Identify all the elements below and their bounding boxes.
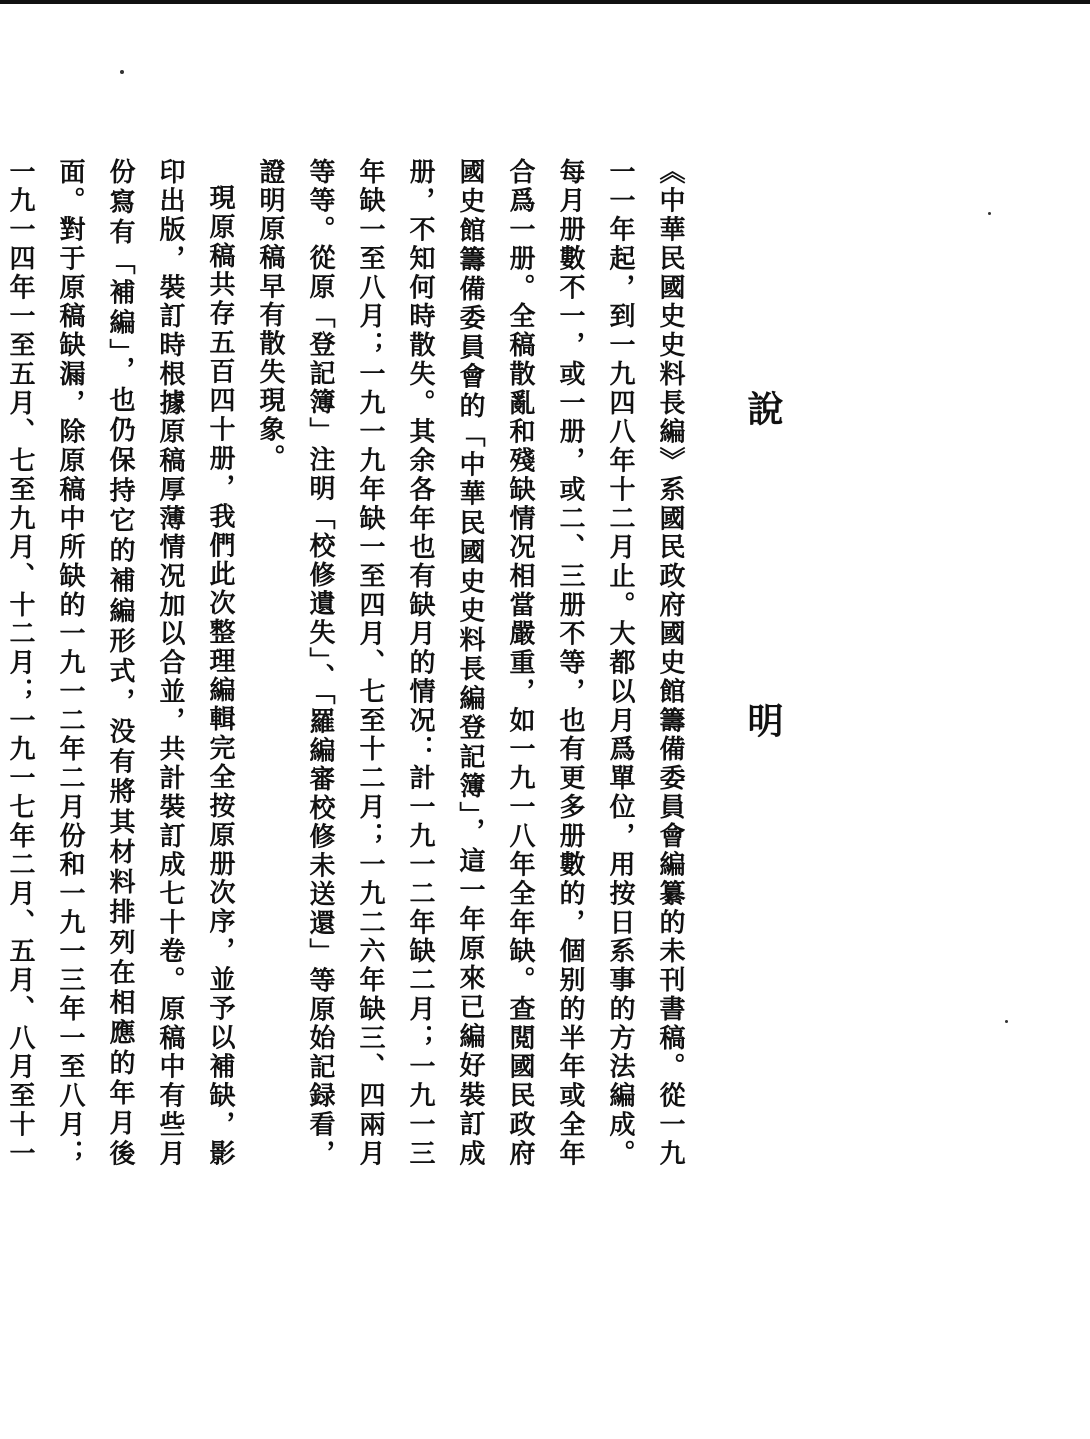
top-border-rule (0, 0, 1090, 4)
scan-speck (988, 212, 991, 215)
paragraph-editing-notes: 現原稿共存五百四十册，我們此次整理編輯完全按原册次序，並予以補缺，影印出版，裝訂時根據原稿厚薄情况加以合並，共計裝訂成七十卷。原稿中有些月份寫有「補編」，也仍保持它的補編形式，没有將其材料排列在相應的年月後面。對于原稿缺漏，除原稿中所缺的一九一二年二月份和一九一三年一至八月；一九一四年一至五月、七至九月、十二月；一九一七年二月、五月、八月至十一 (5, 158, 235, 1168)
page-title: 說 明 (742, 390, 784, 858)
paragraph-intro: 《中華民國史史料長編》系國民政府國史館籌備委員會編纂的未刊書稿。從一九一一年起，到一九四八年十二月止。大都以月爲單位，用按日系事的方法編成。每月册數不一，或一册，或二、三册不等，也有更多册數的，個别的半年或全年合爲一册。全稿散亂和殘缺情况相當嚴重，如一九一八年全年缺。查閲國民政府國史館籌備委員會的「中華民國史史料長編登記簿」，這一年原來已編好裝訂成册，不知何時散失。其余各年也有缺月的情况：計一九一二年缺二月；一九一三年缺一至八月；一九一九年缺一至四月、七至十二月；一九二六年缺三、四兩月等等。從原「登記簿」注明「校修遺失」、「羅編審校修未送還」等原始記録看，證明原稿早有散失現象。 (255, 158, 685, 1168)
scan-speck (120, 70, 124, 74)
body-text (0, 158, 695, 1168)
scan-speck (1005, 1020, 1008, 1023)
